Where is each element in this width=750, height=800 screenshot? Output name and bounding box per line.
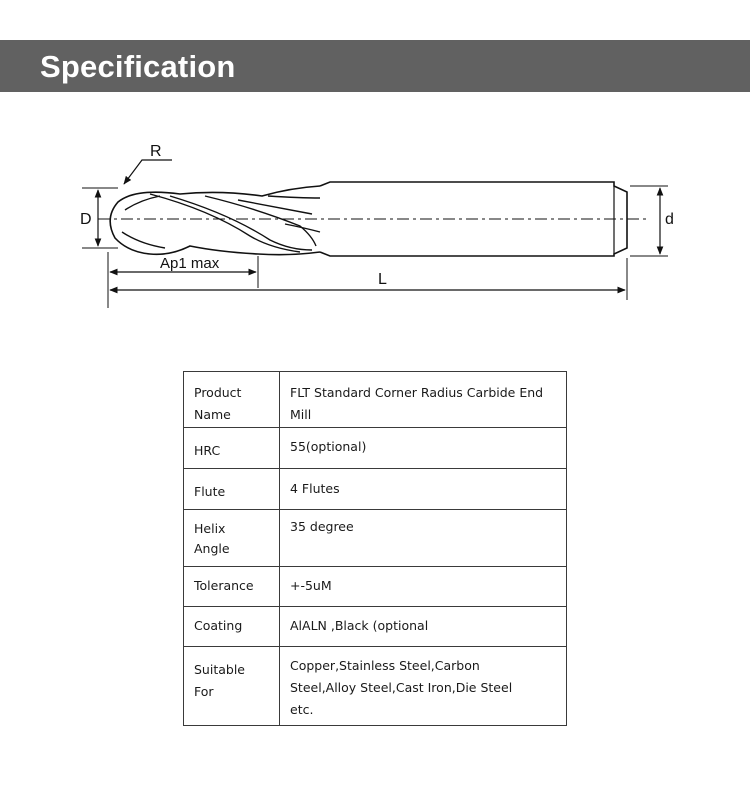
diameter-label: D [80,211,92,228]
spec-value-cell [280,607,567,647]
spec-value: 35 degree [290,519,354,534]
spec-key: Helix Angle [194,521,230,556]
spec-value: +-5uM [290,578,332,593]
spec-key-cell [184,469,280,510]
spec-table [183,371,567,726]
table-row [184,510,567,567]
shank-diameter-label: d [665,211,674,228]
end-mill-diagram [0,120,750,330]
table-row [184,567,567,607]
table-row [184,607,567,647]
flute-lines [122,194,320,252]
spec-value: Copper,Stainless Steel,Carbon Steel,Alloy Steel,Cast Iron,Die Steel etc. [290,658,513,717]
spec-value-cell [280,372,567,428]
spec-key-cell [184,567,280,607]
table-row [184,647,567,726]
table-row [184,469,567,510]
spec-value-cell [280,647,567,726]
spec-key: Suitable For [194,662,245,699]
spec-value: AlALN ,Black (optional [290,618,429,633]
spec-value-cell [280,428,567,469]
spec-key-cell [184,510,280,567]
cut-length-label: Ap1 max [160,255,220,272]
spec-value-cell [280,469,567,510]
cutting-head-outline [110,186,320,255]
spec-key: Coating [194,618,243,633]
spec-value-cell [280,567,567,607]
spec-key: Tolerance [194,578,254,593]
spec-key: Product Name [194,385,242,422]
table-row [184,428,567,469]
table-row [184,372,567,428]
spec-value-cell [280,510,567,567]
spec-key-cell [184,647,280,726]
spec-key: Flute [194,484,226,499]
spec-key-cell [184,428,280,469]
header-banner [0,40,750,92]
radius-label: R [150,143,162,160]
spec-value: 55(optional) [290,439,367,454]
spec-key-cell [184,607,280,647]
spec-key: HRC [194,443,221,458]
spec-key-cell [184,372,280,428]
length-label: L [378,271,387,288]
page-title: Specification [40,49,236,84]
spec-value: FLT Standard Corner Radius Carbide End Mill [290,385,544,422]
spec-value: 4 Flutes [290,481,340,496]
